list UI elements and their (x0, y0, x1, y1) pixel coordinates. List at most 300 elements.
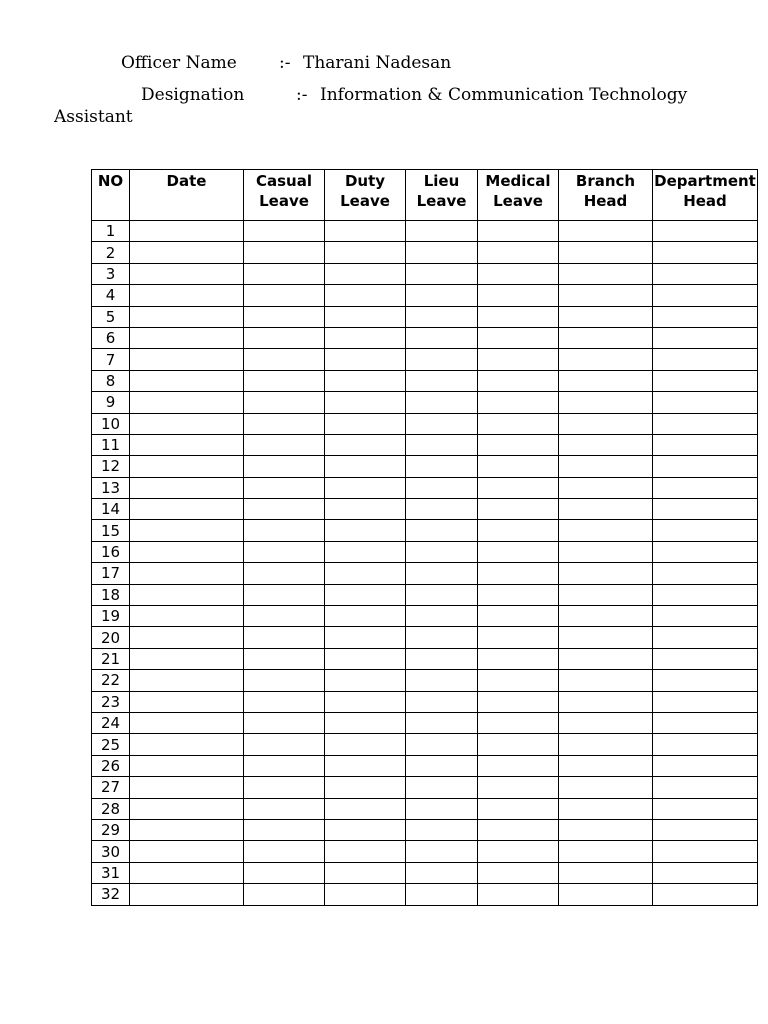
department-head-cell (653, 841, 758, 862)
column-header-lieu-leave (406, 170, 478, 221)
branch-head-cell (559, 263, 653, 284)
duty-leave-cell (325, 392, 406, 413)
date-cell (130, 712, 244, 733)
medical-leave-cell (478, 798, 559, 819)
duty-leave-cell (325, 499, 406, 520)
medical-leave-cell (478, 392, 559, 413)
medical-leave-cell (478, 563, 559, 584)
duty-leave-cell (325, 520, 406, 541)
table-row (92, 627, 758, 648)
table-row (92, 798, 758, 819)
date-cell (130, 456, 244, 477)
duty-leave-cell (325, 221, 406, 242)
medical-leave-cell (478, 755, 559, 776)
casual-leave-cell (244, 584, 325, 605)
branch-head-cell (559, 370, 653, 391)
row-number-cell: 24 (92, 712, 130, 733)
duty-leave-cell (325, 563, 406, 584)
casual-leave-cell (244, 242, 325, 263)
column-header-label: Medical Leave (485, 172, 551, 210)
table-row (92, 370, 758, 391)
lieu-leave-cell (406, 370, 478, 391)
row-number-cell: 4 (92, 285, 130, 306)
casual-leave-cell (244, 627, 325, 648)
branch-head-cell (559, 755, 653, 776)
duty-leave-cell (325, 306, 406, 327)
date-cell (130, 606, 244, 627)
medical-leave-cell (478, 349, 559, 370)
row-number-cell: 9 (92, 392, 130, 413)
officer-name-value: Tharani Nadesan (303, 53, 452, 73)
date-cell (130, 434, 244, 455)
department-head-cell (653, 691, 758, 712)
row-number-cell: 19 (92, 606, 130, 627)
duty-leave-cell (325, 541, 406, 562)
department-head-cell (653, 392, 758, 413)
table-header-row (92, 170, 758, 221)
column-header-no (92, 170, 130, 221)
branch-head-cell (559, 327, 653, 348)
branch-head-cell (559, 563, 653, 584)
department-head-cell (653, 242, 758, 263)
row-number-cell: 12 (92, 456, 130, 477)
date-cell (130, 884, 244, 905)
lieu-leave-cell (406, 520, 478, 541)
casual-leave-cell (244, 327, 325, 348)
column-header-branch-head (559, 170, 653, 221)
casual-leave-cell (244, 456, 325, 477)
table-row (92, 670, 758, 691)
row-number-cell: 16 (92, 541, 130, 562)
row-number-cell: 13 (92, 477, 130, 498)
casual-leave-cell (244, 541, 325, 562)
department-head-cell (653, 349, 758, 370)
branch-head-cell (559, 456, 653, 477)
casual-leave-cell (244, 434, 325, 455)
table-row (92, 862, 758, 883)
table-row (92, 777, 758, 798)
date-cell (130, 285, 244, 306)
department-head-cell (653, 541, 758, 562)
row-number-cell: 26 (92, 755, 130, 776)
casual-leave-cell (244, 670, 325, 691)
duty-leave-cell (325, 327, 406, 348)
medical-leave-cell (478, 712, 559, 733)
medical-leave-cell (478, 606, 559, 627)
lieu-leave-cell (406, 242, 478, 263)
row-number-cell: 21 (92, 648, 130, 669)
department-head-cell (653, 327, 758, 348)
duty-leave-cell (325, 777, 406, 798)
medical-leave-cell (478, 520, 559, 541)
date-cell (130, 563, 244, 584)
lieu-leave-cell (406, 627, 478, 648)
department-head-cell (653, 819, 758, 840)
department-head-cell (653, 413, 758, 434)
row-number-cell: 3 (92, 263, 130, 284)
date-cell (130, 777, 244, 798)
branch-head-cell (559, 285, 653, 306)
branch-head-cell (559, 392, 653, 413)
medical-leave-cell (478, 285, 559, 306)
duty-leave-cell (325, 606, 406, 627)
lieu-leave-cell (406, 477, 478, 498)
date-cell (130, 263, 244, 284)
duty-leave-cell (325, 798, 406, 819)
casual-leave-cell (244, 392, 325, 413)
duty-leave-cell (325, 734, 406, 755)
branch-head-cell (559, 648, 653, 669)
table-row (92, 755, 758, 776)
medical-leave-cell (478, 242, 559, 263)
row-number-cell: 28 (92, 798, 130, 819)
row-number-cell: 14 (92, 499, 130, 520)
department-head-cell (653, 477, 758, 498)
branch-head-cell (559, 221, 653, 242)
medical-leave-cell (478, 862, 559, 883)
casual-leave-cell (244, 370, 325, 391)
lieu-leave-cell (406, 392, 478, 413)
lieu-leave-cell (406, 263, 478, 284)
medical-leave-cell (478, 306, 559, 327)
column-header-label: Department Head (654, 172, 756, 210)
duty-leave-cell (325, 755, 406, 776)
department-head-cell (653, 670, 758, 691)
branch-head-cell (559, 242, 653, 263)
medical-leave-cell (478, 819, 559, 840)
row-number-cell: 7 (92, 349, 130, 370)
table-row (92, 221, 758, 242)
date-cell (130, 520, 244, 541)
casual-leave-cell (244, 520, 325, 541)
lieu-leave-cell (406, 798, 478, 819)
row-number-cell: 30 (92, 841, 130, 862)
leave-record-table (91, 169, 758, 906)
lieu-leave-cell (406, 499, 478, 520)
lieu-leave-cell (406, 777, 478, 798)
duty-leave-cell (325, 819, 406, 840)
medical-leave-cell (478, 370, 559, 391)
casual-leave-cell (244, 477, 325, 498)
lieu-leave-cell (406, 434, 478, 455)
row-number-cell: 18 (92, 584, 130, 605)
table-row (92, 392, 758, 413)
row-number-cell: 11 (92, 434, 130, 455)
department-head-cell (653, 777, 758, 798)
casual-leave-cell (244, 306, 325, 327)
branch-head-cell (559, 798, 653, 819)
department-head-cell (653, 648, 758, 669)
medical-leave-cell (478, 734, 559, 755)
branch-head-cell (559, 627, 653, 648)
lieu-leave-cell (406, 841, 478, 862)
department-head-cell (653, 263, 758, 284)
duty-leave-cell (325, 413, 406, 434)
lieu-leave-cell (406, 691, 478, 712)
medical-leave-cell (478, 884, 559, 905)
casual-leave-cell (244, 648, 325, 669)
duty-leave-cell (325, 841, 406, 862)
column-header-label: Branch Head (575, 172, 636, 210)
branch-head-cell (559, 670, 653, 691)
date-cell (130, 670, 244, 691)
row-number-cell: 6 (92, 327, 130, 348)
table-row (92, 520, 758, 541)
table-row (92, 734, 758, 755)
row-number-cell: 17 (92, 563, 130, 584)
casual-leave-cell (244, 606, 325, 627)
lieu-leave-cell (406, 221, 478, 242)
row-number-cell: 32 (92, 884, 130, 905)
table-row (92, 285, 758, 306)
medical-leave-cell (478, 670, 559, 691)
row-number-cell: 15 (92, 520, 130, 541)
branch-head-cell (559, 841, 653, 862)
table-row (92, 712, 758, 733)
lieu-leave-cell (406, 712, 478, 733)
department-head-cell (653, 584, 758, 605)
date-cell (130, 306, 244, 327)
lieu-leave-cell (406, 413, 478, 434)
casual-leave-cell (244, 777, 325, 798)
column-header-casual-leave (244, 170, 325, 221)
medical-leave-cell (478, 456, 559, 477)
medical-leave-cell (478, 499, 559, 520)
date-cell (130, 584, 244, 605)
medical-leave-cell (478, 221, 559, 242)
lieu-leave-cell (406, 563, 478, 584)
lieu-leave-cell (406, 648, 478, 669)
table-row (92, 884, 758, 905)
duty-leave-cell (325, 862, 406, 883)
casual-leave-cell (244, 263, 325, 284)
duty-leave-cell (325, 242, 406, 263)
duty-leave-cell (325, 477, 406, 498)
casual-leave-cell (244, 499, 325, 520)
table-row (92, 327, 758, 348)
row-number-cell: 2 (92, 242, 130, 263)
department-head-cell (653, 499, 758, 520)
medical-leave-cell (478, 691, 559, 712)
column-header-duty-leave (325, 170, 406, 221)
date-cell (130, 798, 244, 819)
date-cell (130, 627, 244, 648)
duty-leave-cell (325, 627, 406, 648)
duty-leave-cell (325, 349, 406, 370)
lieu-leave-cell (406, 327, 478, 348)
designation-value-line2: Assistant (54, 107, 133, 127)
lieu-leave-cell (406, 670, 478, 691)
table-row (92, 413, 758, 434)
lieu-leave-cell (406, 349, 478, 370)
lieu-leave-cell (406, 541, 478, 562)
lieu-leave-cell (406, 819, 478, 840)
branch-head-cell (559, 691, 653, 712)
table-row (92, 563, 758, 584)
table-row (92, 606, 758, 627)
date-cell (130, 413, 244, 434)
duty-leave-cell (325, 584, 406, 605)
department-head-cell (653, 755, 758, 776)
department-head-cell (653, 862, 758, 883)
branch-head-cell (559, 434, 653, 455)
casual-leave-cell (244, 884, 325, 905)
duty-leave-cell (325, 712, 406, 733)
casual-leave-cell (244, 734, 325, 755)
department-head-cell (653, 798, 758, 819)
table-row (92, 819, 758, 840)
casual-leave-cell (244, 563, 325, 584)
lieu-leave-cell (406, 755, 478, 776)
lieu-leave-cell (406, 285, 478, 306)
table-row (92, 434, 758, 455)
officer-name-separator: :- (279, 53, 291, 73)
branch-head-cell (559, 413, 653, 434)
date-cell (130, 370, 244, 391)
branch-head-cell (559, 349, 653, 370)
branch-head-cell (559, 884, 653, 905)
table-row (92, 263, 758, 284)
column-header-label: Date (166, 172, 207, 190)
date-cell (130, 477, 244, 498)
table-row (92, 499, 758, 520)
casual-leave-cell (244, 862, 325, 883)
duty-leave-cell (325, 884, 406, 905)
branch-head-cell (559, 499, 653, 520)
casual-leave-cell (244, 712, 325, 733)
department-head-cell (653, 285, 758, 306)
table-row (92, 541, 758, 562)
row-number-cell: 20 (92, 627, 130, 648)
branch-head-cell (559, 520, 653, 541)
date-cell (130, 392, 244, 413)
column-header-label: Duty Leave (340, 172, 390, 210)
lieu-leave-cell (406, 606, 478, 627)
date-cell (130, 841, 244, 862)
column-header-label: NO (97, 172, 124, 190)
column-header-label: Lieu Leave (416, 172, 467, 210)
medical-leave-cell (478, 327, 559, 348)
row-number-cell: 22 (92, 670, 130, 691)
officer-name-label: Officer Name (121, 53, 237, 73)
date-cell (130, 862, 244, 883)
branch-head-cell (559, 477, 653, 498)
duty-leave-cell (325, 370, 406, 391)
table-row (92, 456, 758, 477)
casual-leave-cell (244, 841, 325, 862)
table-row (92, 306, 758, 327)
medical-leave-cell (478, 627, 559, 648)
casual-leave-cell (244, 819, 325, 840)
duty-leave-cell (325, 434, 406, 455)
medical-leave-cell (478, 263, 559, 284)
branch-head-cell (559, 606, 653, 627)
casual-leave-cell (244, 413, 325, 434)
duty-leave-cell (325, 670, 406, 691)
department-head-cell (653, 456, 758, 477)
row-number-cell: 1 (92, 221, 130, 242)
row-number-cell: 25 (92, 734, 130, 755)
duty-leave-cell (325, 691, 406, 712)
branch-head-cell (559, 584, 653, 605)
designation-label: Designation (141, 85, 245, 105)
table-row (92, 691, 758, 712)
row-number-cell: 27 (92, 777, 130, 798)
medical-leave-cell (478, 434, 559, 455)
department-head-cell (653, 434, 758, 455)
date-cell (130, 755, 244, 776)
casual-leave-cell (244, 221, 325, 242)
duty-leave-cell (325, 285, 406, 306)
table-row (92, 841, 758, 862)
date-cell (130, 541, 244, 562)
row-number-cell: 31 (92, 862, 130, 883)
column-header-department-head (653, 170, 758, 221)
lieu-leave-cell (406, 862, 478, 883)
department-head-cell (653, 712, 758, 733)
column-header-medical-leave (478, 170, 559, 221)
table-row (92, 584, 758, 605)
department-head-cell (653, 884, 758, 905)
lieu-leave-cell (406, 584, 478, 605)
branch-head-cell (559, 734, 653, 755)
department-head-cell (653, 520, 758, 541)
date-cell (130, 819, 244, 840)
table-body (92, 221, 758, 906)
date-cell (130, 221, 244, 242)
medical-leave-cell (478, 777, 559, 798)
casual-leave-cell (244, 691, 325, 712)
branch-head-cell (559, 306, 653, 327)
lieu-leave-cell (406, 884, 478, 905)
casual-leave-cell (244, 349, 325, 370)
table-row (92, 477, 758, 498)
branch-head-cell (559, 862, 653, 883)
date-cell (130, 327, 244, 348)
department-head-cell (653, 627, 758, 648)
column-header-label: Casual Leave (255, 172, 312, 210)
branch-head-cell (559, 712, 653, 733)
date-cell (130, 499, 244, 520)
date-cell (130, 691, 244, 712)
branch-head-cell (559, 541, 653, 562)
row-number-cell: 8 (92, 370, 130, 391)
department-head-cell (653, 606, 758, 627)
medical-leave-cell (478, 477, 559, 498)
row-number-cell: 5 (92, 306, 130, 327)
duty-leave-cell (325, 648, 406, 669)
column-header-date (130, 170, 244, 221)
medical-leave-cell (478, 584, 559, 605)
designation-value-line1: Information & Communication Technology (320, 85, 688, 105)
lieu-leave-cell (406, 456, 478, 477)
casual-leave-cell (244, 285, 325, 306)
medical-leave-cell (478, 413, 559, 434)
department-head-cell (653, 734, 758, 755)
row-number-cell: 29 (92, 819, 130, 840)
casual-leave-cell (244, 755, 325, 776)
date-cell (130, 349, 244, 370)
row-number-cell: 10 (92, 413, 130, 434)
casual-leave-cell (244, 798, 325, 819)
department-head-cell (653, 370, 758, 391)
lieu-leave-cell (406, 306, 478, 327)
medical-leave-cell (478, 648, 559, 669)
row-number-cell: 23 (92, 691, 130, 712)
branch-head-cell (559, 777, 653, 798)
lieu-leave-cell (406, 734, 478, 755)
table-row (92, 242, 758, 263)
